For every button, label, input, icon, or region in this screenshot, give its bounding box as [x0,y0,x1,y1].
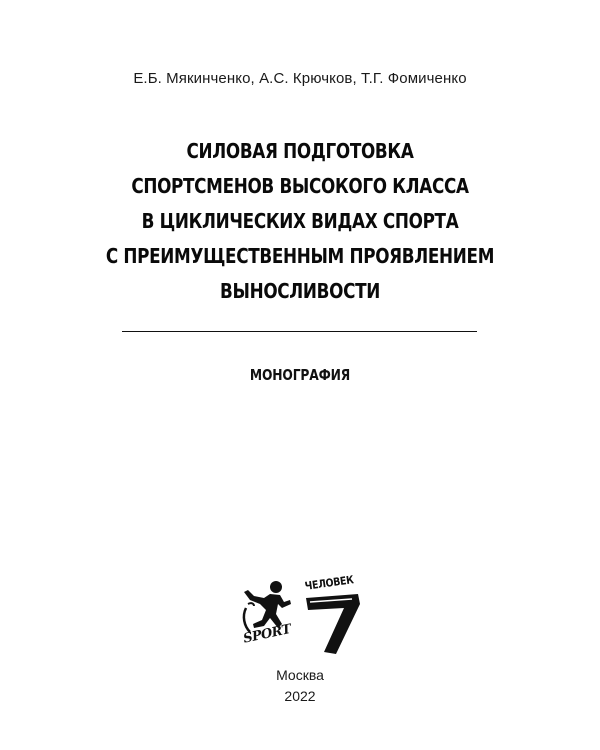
horizontal-divider [122,331,477,332]
book-title-line: СПОРТСМЕНОВ ВЫСОКОГО КЛАССА [131,174,469,198]
book-title-line: С ПРЕИМУЩЕСТВЕННЫМ ПРОЯВЛЕНИЕМ [105,244,495,268]
seven-icon [302,592,364,656]
sport-logo-text: SPORT [242,621,293,647]
publication-city: Москва [276,667,324,683]
sport-logo [240,578,292,654]
book-title-line: ВЫНОСЛИВОСТИ [219,279,381,303]
book-title [54,134,546,309]
chelovek-logo [302,573,364,654]
chelovek-logo-text: ЧЕЛОВЕК [304,573,355,593]
book-title-line: СИЛОВАЯ ПОДГОТОВКА [186,139,414,163]
authors-line: Е.Б. Мякинченко, А.С. Крючков, Т.Г. Фомиченко [133,70,467,87]
publisher-logos [240,573,370,656]
publication-year: 2022 [284,688,316,704]
genre-label: МОНОГРАФИЯ [249,366,351,384]
book-title-line: В ЦИКЛИЧЕСКИХ ВИДАХ СПОРТА [141,209,459,233]
